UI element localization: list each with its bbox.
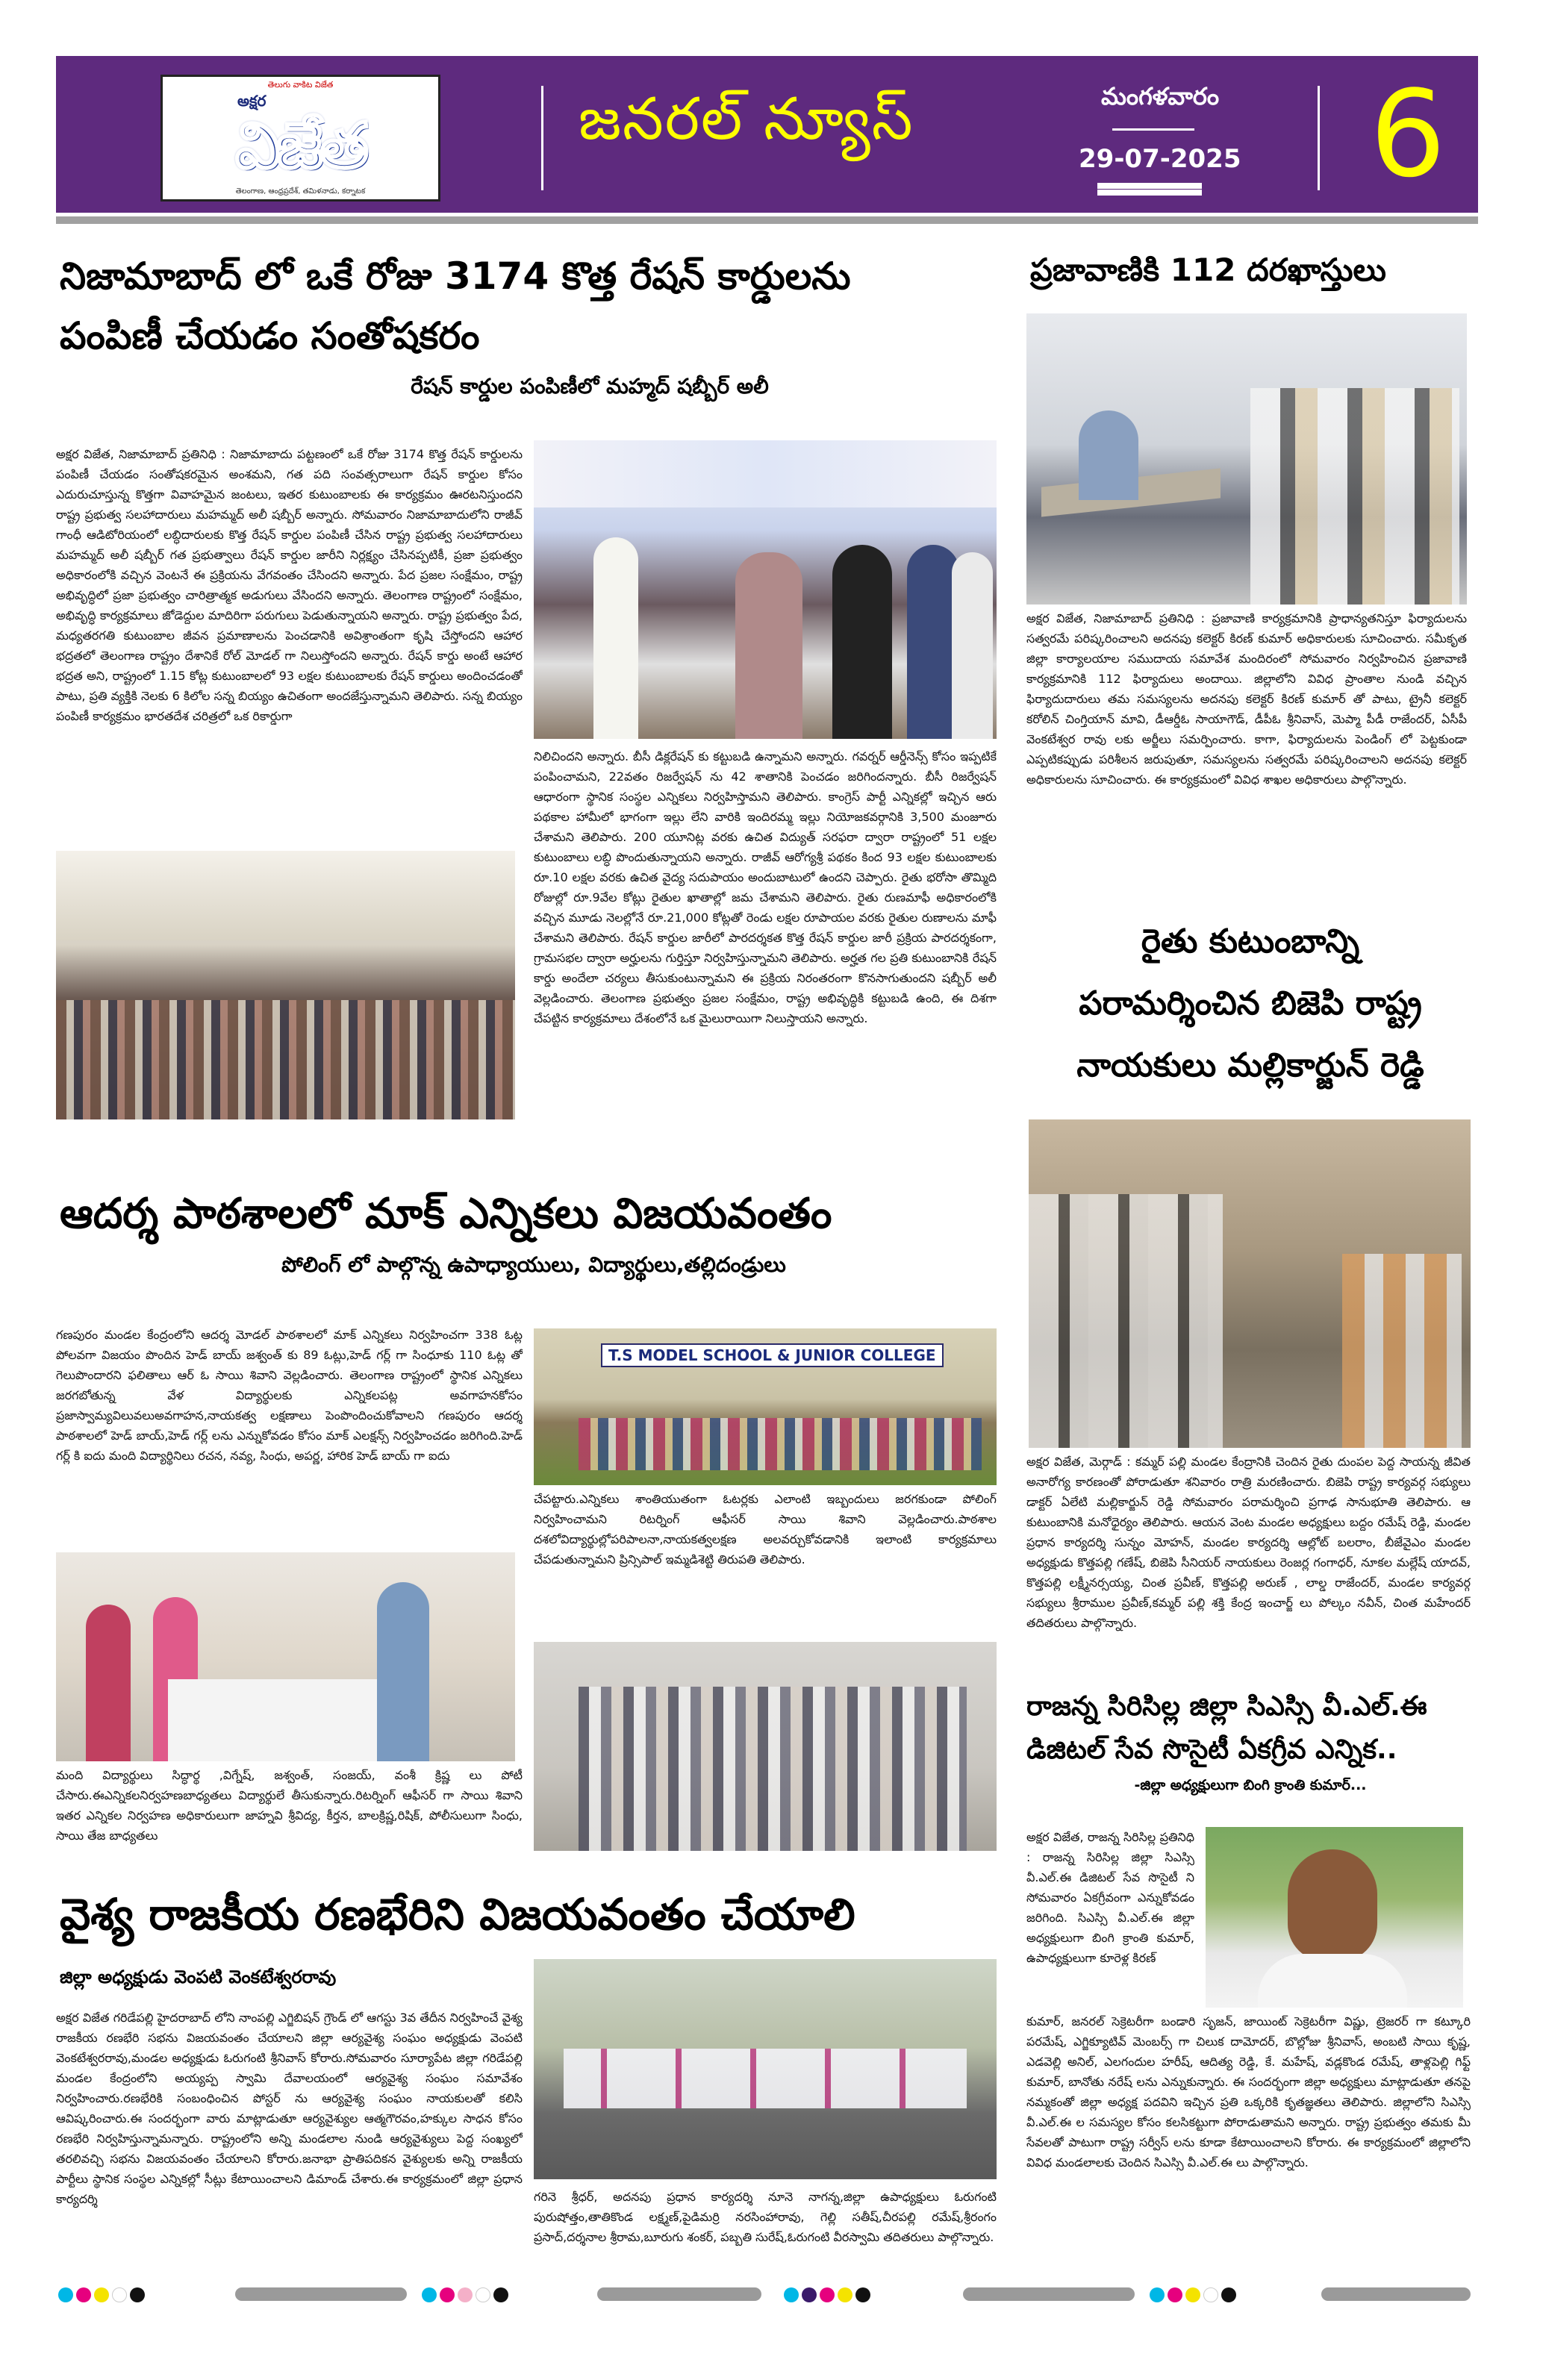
headline-prajavani[interactable]: ప్రజావాణికి 112 దరఖాస్తులు [1030, 252, 1386, 288]
registration-bar [235, 2287, 407, 2301]
color-registration-marks [784, 2287, 873, 2305]
headline-line: నాయకులు మల్లికార్జున్ రెడ్డి [1076, 1046, 1424, 1084]
black-dot [493, 2287, 508, 2302]
logo-name: విజేత [235, 109, 366, 182]
divider [1112, 128, 1194, 131]
weekday: మంగళవారం [1101, 82, 1220, 110]
article-body: అక్షర విజేత గరిడేపల్లి హైదరాబాద్ లోని నాంపల్లి ఎగ్జిబిషన్ గ్రౌండ్ లో ఆగస్టు 3వ తేదీన నిర్వహించే వైశ్య రాజకీయ రణభేరి సభను విజయవంతం చేయాలని జిల్లా ఆర్యవైశ్య సంఘం అధ్యక్షుడు వెంపటి వెంకటేశ్వరరావు,మండల అధ్యక్షుడు ఓరుగంటి శ్రీనివాస్ కోరారు.సోమవారం సూర్యాపేట జిల్లా గరిడేపల్లి మండల కేంద్రంలోని అయ్యప్ప స్వామి దేవాలయంలో ఆర్యవైశ్య సంఘం సమావేశం నిర్వహించారు.రణభేరికి సంబంధించిన పోస్టర్ ను ఆర్యవైశ్య సంఘం నాయకులతో కలిసి ఆవిష్కరించారు.ఈ సందర్భంగా వారు మాట్లాడుతూ ఆర్యవైశ్యుల ఆత్మగౌరవం,హక్కుల సాధన కోసం రణభేరి నిర్వహిస్తున్నామన్నారు. రాష్ట్రంలోని అన్ని మండలాల నుండి ఆర్యవైశ్యులు పెద్ద సంఖ్యలో తరలివచ్చి సభను విజయవంతం చేయాలని కోరారు.జనాభా ప్రాతిపదికన వైశ్యులకు అన్ని రాజకీయ పార్టీలు స్థానిక సంస్థల ఎన్నికల్లో సీట్లు కేటాయించాలని డిమాండ్ చేశారు.ఈ కార్యక్రమంలో జిల్లా ప్రధాన కార్యదర్శి [56, 2011, 523, 2206]
cyan-dot [422, 2287, 437, 2302]
headline-line: రైతు కుటుంబాన్ని [1141, 922, 1360, 961]
article-body: అక్షర విజేత, నిజామాబాద్ ప్రతినిధి : ప్రజావాణి కార్యక్రమానికి ప్రాధాన్యతనిస్తూ ఫిర్యాదులను సత్వరమే పరిష్కరించాలని అదనపు కలెక్టర్ కిరణ్ కుమార్ అధికారులకు సూచించారు. సమీకృత జిల్లా కార్యాలయాల సముదాయ సమావేశ మందిరంలో సోమవారం నిర్వహించిన ప్రజావాణి కార్యక్రమానికి 112 ఫిర్యాదులు అందాయి. జిల్లాలోని వివిధ ప్రాంతాల నుండి వచ్చిన ఫిర్యాదుదారులు తమ సమస్యలను అదనపు కలెక్టర్ కిరణ్ కుమార్ తో పాటు, ట్రైనీ కలెక్టర్ కరోలిన్ చింగ్తియాన్ మావి, డీఆర్డీఓ సాయాగౌడ్, డీపీఓ శ్రీనివాస్, మెప్మా పీడీ రాజేందర్, ఏసీపీ వెంకటేశ్వర రావు లకు అర్జీలు సమర్పించారు. కాగా, ఫిర్యాదులను పెండింగ్ లో పెట్టకుండా ఎప్పటికప్పుడు పరిశీలన జరుపుతూ, సమస్యలను సత్వరమే పరిష్కరించాలని అదనపు కలెక్టర్ అధికారులను సూచించారు. ఈ కార్యక్రమంలో వివిధ శాఖల అధికారులు పాల్గొన్నారు. [1026, 611, 1467, 787]
mock-poll-header [60, 1183, 1008, 1280]
yellow-dot [838, 2287, 852, 2302]
cyan-dot [784, 2287, 799, 2302]
cyan-dot [1150, 2287, 1165, 2302]
registration-bar [963, 2287, 1135, 2301]
subhead-ration: రేషన్ కార్డుల పంపిణీలో మహ్మద్ షబ్బీర్ అలీ [411, 374, 769, 399]
headline-sircilla[interactable] [1026, 1685, 1474, 1772]
masthead-rule [56, 216, 1478, 224]
article-body: అక్షర విజేత, నిజామాబాద్ ప్రతినిధి : నిజామాబాదు పట్టణంలో ఒకే రోజు 3174 కొత్త రేషన్ కార్డులను పంపిణీ చేయడం సంతోషకరమైన అంశమని, గత పది సంవత్సరాలుగా రేషన్ కార్డుల కోసం ఎదురుచూస్తున్న కొత్తగా వివాహమైన జంటలు, ఇతర కుటుంబాలకు ఈ కార్యక్రమం ఊరటనిస్తుందని రాష్ట్ర ప్రభుత్వ సలహాదారులు మహమ్మద్ అలీ షబ్బీర్ అన్నారు. సోమవారం నిజామాబాదులోని రాజీవ్ గాంధీ ఆడిటోరియంలో లబ్ధిదారులకు కొత్త రేషన్ కార్డుల పంపిణీ చేసిన రాష్ట్ర ప్రభుత్వ సలహాదారులు మహమ్మద్ అలీ షబ్బీర్ గత ప్రభుత్వాలు రేషన్ కార్డుల జారీని నిర్లక్ష్యం చేసినప్పటికీ, ప్రజా ప్రభుత్వం అధికారంలోకి వచ్చిన వెంటనే ఈ ప్రక్రియను వేగవంతం చేసిందని అన్నారు. పేద ప్రజల సంక్షేమం, రాష్ట్ర అభివృద్ధిలో ప్రజా ప్రభుత్వం చారిత్రాత్మక అడుగులు వేసిందని అన్నారు. తెలంగాణ రాష్ట్రంలో సంక్షేమం, అభివృద్ధి కార్యక్రమాలు జోడెద్దుల మాదిరిగా పరుగులు పెడుతున్నాయని అన్నారు. రాష్ట్ర ప్రభుత్వం పేద, మధ్యతరగతి కుటుంబాల జీవన ప్రమాణాలను పెంచడానికి అవిశ్రాంతంగా కృషి చేస్తోందని ఆహార భద్రతలో తెలంగాణ రాష్ట్రం దేశానికే రోల్ మోడల్ గా నిలుస్తోందని అన్నారు. రేషన్ కార్డు అంటే ఆహార భద్రత అని, రాష్ట్రంలో 1.15 కోట్ల కుటుంబాలలో 93 లక్షల కుటుంబాలకు రేషన్ కార్డులు అందించడంతో పాటు, ప్రతి వ్యక్తికి నెలకు 6 కిలోల సన్న బియ్యం ఉచితంగా అందజేస్తున్నామని తెలిపారు. సన్న బియ్యం పంపిణీ కార్యక్రమం భారతదేశ చరిత్రలో ఒక రికార్డుగా [56, 447, 523, 723]
photo-prajavani-meeting [1026, 313, 1467, 605]
black-dot [1221, 2287, 1236, 2302]
headline-mock-poll[interactable]: ఆదర్శ పాఠశాలలో మాక్ ఎన్నికలు విజయవంతం [60, 1190, 832, 1238]
headline-line: పంపిణీ చేయడం సంతోషకరం [60, 314, 480, 357]
divider [1318, 86, 1320, 190]
magenta-dot [76, 2287, 91, 2302]
sircilla-header [1026, 1685, 1474, 1796]
cyan-dot [58, 2287, 73, 2302]
subhead-sircilla: -జిల్లా అధ్యక్షులుగా బింగి క్రాంతి కుమార్... [1134, 1777, 1367, 1793]
headline-line: పరామర్శించిన బిజెపి రాష్ట్ర [1079, 984, 1422, 1022]
photo-bjp-leader-visit [1029, 1119, 1471, 1448]
headline-bjp[interactable] [1026, 911, 1474, 1096]
article-body: నిలిచిందని అన్నారు. బీసీ డిక్లరేషన్ కు కట్టుబడి ఉన్నామని అన్నారు. గవర్నర్ ఆర్డీనెన్స్ కోసం ఇప్పటికే పంపించామని, 22వతం రిజర్వేషన్ ను 42 శాతానికి పెంచడం జరిగిందన్నారు. బీసీ రిజర్వేషన్ ఆధారంగా స్థానిక సంస్థల ఎన్నికలు నిర్వహిస్తామని తెలిపారు. కాంగ్రెస్ పార్టీ ఎన్నికల్లో ఇచ్చిన ఆరు పథకాల హామీలో భాగంగా ఇల్లు లేని వారికి ఇందిరమ్మ ఇల్లు నియోజకవర్గానికి 3,500 మంజూరు చేశామని తెలిపారు. 200 యూనిట్ల వరకు ఉచిత విద్యుత్ సరఫరా ద్వారా రాష్ట్రంలో 51 లక్షల కుటుంబాలు లబ్ధి పొందుతున్నాయని అన్నారు. రాజీవ్ ఆరోగ్యశ్రీ పథకం కింద 93 లక్షల కుటుంబాలకు రూ.10 లక్షల వరకు ఉచిత వైద్య సదుపాయం అందుబాటులో ఉందని చెప్పారు. రైతు భరోసా తొమ్మిది రోజుల్లో రూ.9వేల కోట్లు రైతుల ఖాతాల్లో జమ చేశామని తెలిపారు. రైతు రుణమాఫీ అధికారంలోకి వచ్చిన మూడు నెలల్లోనే రూ.21,000 కోట్లతో రెండు లక్షల రూపాయల వరకు రైతుల రుణాలను మాఫీ చేశామని తెలిపారు. రేషన్ కార్డుల జారీలో పారదర్శకత కొత్త రేషన్ కార్డుల జారీ ప్రక్రియ పారదర్శకంగా, గ్రామసభల ద్వారా అర్హులను గుర్తిస్తూ నిర్వహిస్తున్నామని తెలిపారు. అర్హత గల ప్రతి కుటుంబానికి రేషన్ కార్డు అందేలా చర్యలు తీసుకుంటున్నామని ఈ ప్రక్రియ నిరంతరంగా కొనసాగుతుందని షబ్బీర్ అలీ వెల్లడించారు. తెలంగాణ ప్రభుత్వం ప్రజల సంక్షేమం, రాష్ట్ర అభివృద్ధికి కట్టుబడి ఉంది, ఈ దిశగా చేపట్టిన కార్యక్రమాలు దేశంలోనే ఒక మైలురాయిగా నిలుస్తాయని అన్నారు. [534, 749, 997, 1025]
ration-header [60, 246, 1008, 437]
article-body: కుమార్, జనరల్ సెక్రెటరీగా బండారి సృజన్, జాయింట్ సెక్రెటరీగా విష్ణు, ట్రెజరర్ గా కట్కూరి పరమేష్, ఎగ్జిక్యూటివ్ మెంబర్స్ గా చిలుక దామోదర్, బొల్లోజు శ్రీనివాస్, అంబటి సాయి కృష్ణ, ఎడవెల్లి అనిల్, ఎలగందుల హరీష్, ఆదిత్య రెడ్డి, కే. మహేష్, వడ్లకొండ రమేష్, తాళ్లపెల్లి గిఫ్ట్ కుమార్, బానోతు నరేష్ లను ఎన్నుకున్నారు. ఈ సందర్భంగా జిల్లా అధ్యక్షులు మాట్లాడుతూ తనపై నమ్మకంతో జిల్లా అధ్యక్ష పదవిని ఇచ్చిన ప్రతి ఒక్కరికి కృతజ్ఞతలు తెలిపారు. జిల్లాలోని సిఎస్సి వీ.ఎల్.ఈ ల సమస్యల కోసం కలసికట్టుగా పోరాడుతామని అన్నారు. రాష్ట్ర ప్రభుత్వం తమకు మీ సేవలతో పాటుగా రాష్ట్ర సర్వీస్ లను కూడా కేటాయించాలని కోరారు. ఈ కార్యక్రమంలో జిల్లాలోని వివిధ మండలాలకు చెందిన సిఎస్సి వీ.ఎల్.ఈ లు పాల్గొన్నారు. [1026, 2014, 1471, 2170]
magenta-dot [440, 2287, 455, 2302]
newspaper-logo[interactable] [160, 75, 440, 202]
headline-ration[interactable] [60, 246, 1008, 366]
article-body: అక్షర విజేత, మెర్గాడ్ : కమ్మర్ పల్లి మండల కేంద్రానికి చెందిన రైతు దుంపల పెద్ద సాయన్న జీవిత అనారోగ్య కారణంతో పోరాడుతూ శనివారం రాత్రి మరణించారు. బిజెపి రాష్ట్ర కార్యవర్గ సభ్యులు డాక్టర్ ఏలేటి మల్లికార్జున్ రెడ్డి సోమవారం పరామర్శించి ప్రగాఢ సానుభూతి తెలిపారు. ఆ కుటుంబానికి మనోధైర్యం తెలిపారు. ఆయన వెంట మండల అధ్యక్షులు బద్దం రమేష్ రెడ్డి, మండల ప్రధాన కార్యదర్శి సున్నం మోహన్, మండల కార్యదర్శి ఆల్లోట్ బలరాం, బీజేవైఎం మండల అధ్యక్షుడు కొత్తపల్లి గణేష్, బిజెపి సీనియర్ నాయకులు రెంజర్ల గంగాధర్, నూకల మల్లేష్ యాదవ్, కొత్తపల్లి లక్ష్మీనర్సయ్య, చింత ప్రవీణ్, కొత్తపల్లి అరుణ్ , లాల్డ రాజేందర్, మండల కార్యవర్గ సభ్యులు శ్రీరాముల ప్రవీణ్,కమ్మర్ పల్లి శక్తి కేంద్ర ఇంచార్జ్ లు పోల్కం నవీన్, చింత మహేందర్ తదితరులు పాల్గొన్నారు. [1026, 1455, 1471, 1630]
logo-footer: తెలంగాణ, ఆంధ్రప్రదేశ్, తమిళనాడు, కర్నాటక [235, 187, 366, 196]
school-banner: T.S MODEL SCHOOL & JUNIOR COLLEGE [601, 1343, 944, 1367]
page-number: 6 [1370, 64, 1446, 204]
divider [1097, 183, 1202, 189]
purple-dot [802, 2287, 817, 2302]
headline-vaishya[interactable]: వైశ్య రాజకీయ రణభేరిని విజయవంతం చేయాలి [60, 1889, 855, 1940]
photo-ration-card-distribution [534, 440, 997, 739]
white-dot [1203, 2287, 1218, 2302]
section-title: జనరల్ న్యూస్ [579, 86, 914, 153]
masthead [56, 56, 1478, 213]
photo-polling-booth [56, 1552, 515, 1761]
white-dot [112, 2287, 127, 2302]
color-registration-marks [58, 2287, 148, 2305]
issue-date: 29-07-2025 [1079, 144, 1241, 174]
subhead-mock-poll: పోలింగ్ లో పాల్గొన్న ఉపాధ్యాయులు, విద్యార్థులు,తల్లిదండ్రులు [281, 1252, 786, 1277]
headline-line: నిజామాబాద్ లో ఒకే రోజు 3174 కొత్త రేషన్ కార్డులను [60, 254, 851, 298]
subhead-vaishya: జిల్లా అధ్యక్షుడు వెంపటి వెంకటేశ్వరరావు [60, 1967, 337, 1987]
article-body: గరినె శ్రీధర్, అదనపు ప్రధాన కార్యదర్శి నూనె నాగన్న,జిల్లా ఉపాధ్యక్షులు ఓరుగంటి పురుషోత్తం,తాతికొండ లక్ష్మణ్,పైడిమర్రి నరసింహారావు, గెల్లి సతీష్,చీరపల్లి రమేష్,శ్రీరంగం ప్రసాద్,దర్శనాల శ్రీరామ,బూరుగు శంకర్, పబ్బతి సురేష్,ఓరుగంటి వీరస్వామి తదితరులు పాల్గొన్నారు. [534, 2190, 997, 2244]
photo-model-school-group [534, 1328, 997, 1485]
logo-small-text: అక్షర [237, 92, 266, 110]
black-dot [855, 2287, 870, 2302]
photo-students-queue [534, 1642, 997, 1851]
color-registration-marks [422, 2287, 511, 2305]
headline-line: రాజన్న సిరిసిల్ల జిల్లా సిఎస్సి వీ.ఎల్.ఈ [1026, 1691, 1427, 1722]
registration-bar [1321, 2287, 1471, 2301]
article-body: అక్షర విజేత, రాజన్న సిరిసిల్ల ప్రతినిధి : రాజన్న సిరిసిల్ల జిల్లా సిఎస్సి వీ.ఎల్.ఈ డిజిటల్ సేవ సొసైటీ ని సోమవారం ఏకగ్రీవంగా ఎన్నుకోవడం జరిగింది. సిఎస్సి వీ.ఎల్.ఈ జిల్లా అధ్యక్షులుగా బింగి క్రాంతి కుమార్, ఉపాధ్యక్షులుగా కూరెళ్ల కిరణ్ [1026, 1830, 1194, 1965]
pink-dot [458, 2287, 473, 2302]
photo-auditorium-audience [56, 851, 515, 1119]
magenta-dot [1168, 2287, 1182, 2302]
photo-kranthi-kumar-portrait [1206, 1827, 1463, 2008]
yellow-dot [1185, 2287, 1200, 2302]
magenta-dot [820, 2287, 835, 2302]
photo-poster-launch [534, 1959, 997, 2179]
registration-bar [597, 2287, 761, 2301]
headline-line: డిజిటల్ సేవ సొసైటీ ఏకగ్రీవ ఎన్నిక.. [1026, 1734, 1397, 1765]
article-body: చేపట్టారు.ఎన్నికలు శాంతియుతంగా ఓటర్లకు ఎలాంటి ఇబ్బందులు జరగకుండా పోలింగ్ నిర్వహించామని రిటర్నింగ్ ఆఫీసర్ సాయి శివాని వెల్లడించారు.పాఠశాల దశలోవిద్యార్థుల్లోపరిపాలనా,నాయకత్వలక్షణ అలవర్చుకోవడానికి ఇలాంటి కార్యక్రమాలు చేపడుతున్నామని ప్రిన్సిపాల్ ఇమ్మడిశెట్టి తిరుపతి తెలిపారు. [534, 1492, 997, 1567]
black-dot [130, 2287, 145, 2302]
logo-tagline: తెలుగు వాకిట విజేత [267, 80, 334, 90]
white-dot [476, 2287, 490, 2302]
article-body: మంది విద్యార్థులు సిద్ధార్థ ,విగ్నేష్, జశ్వంత్, సంజయ్, వంశీ క్రిష్ణ లు పోటీ చేసారు.ఈఎన్నికలనిర్వహణబాధ్యతలు విద్యార్థులే తీసుకున్నారు.రిటర్నింగ్ ఆఫీసర్ గా సాయి శివాని ఇతర ఎన్నికల నిర్వహణ అధికారులుగా జాహ్నవి శ్రీవిద్య, కీర్తన, బాలక్రిష్ణ,రిషిక్, పోలీసులుగా సింధు, సాయి తేజ బాధ్యతలు [56, 1768, 523, 1843]
divider [541, 86, 543, 190]
article-body: గణపురం మండల కేంద్రంలోని ఆదర్శ మోడల్ పాఠశాలలో మాక్ ఎన్నికలు నిర్వహించగా 338 ఓట్ల పోలవగా విజయం పొందిన హెడ్ బాయ్ జశ్వంత్ కు 89 ఓట్లు,హెడ్ గర్ల్ గా సింధూకు 110 ఓట్ల తో గెలుపొందారని ఫలితాలు ఆర్ ఓ సాయి శివాని వెల్లడించారు. తెలంగాణ రాష్ట్రంలో స్థానిక ఎన్నికలు జరగబోతున్న వేళ విద్యార్థులకు ఎన్నికలపట్ల అవగాహనకోసం ప్రజాస్వామ్యవిలువలుఅవగాహన,నాయకత్వ లక్షణాలు పెంపొందించుకోవాలని గణపురం ఆదర్శ పాఠశాలలో హెడ్ బాయ్,హెడ్ గర్ల్ లను ఎన్నుకోవడం కోసం మాక్ ఎలక్షన్స్ నిర్వహించడం జరిగింది.హెడ్ గర్ల్ కి ఐదు మంది విద్యార్థినిలు రచన, నవ్య, సింధు, అపర్ణ, హారిక హెడ్ బాయ్ గా ఐదు [56, 1328, 523, 1463]
yellow-dot [94, 2287, 109, 2302]
color-registration-marks [1150, 2287, 1239, 2305]
